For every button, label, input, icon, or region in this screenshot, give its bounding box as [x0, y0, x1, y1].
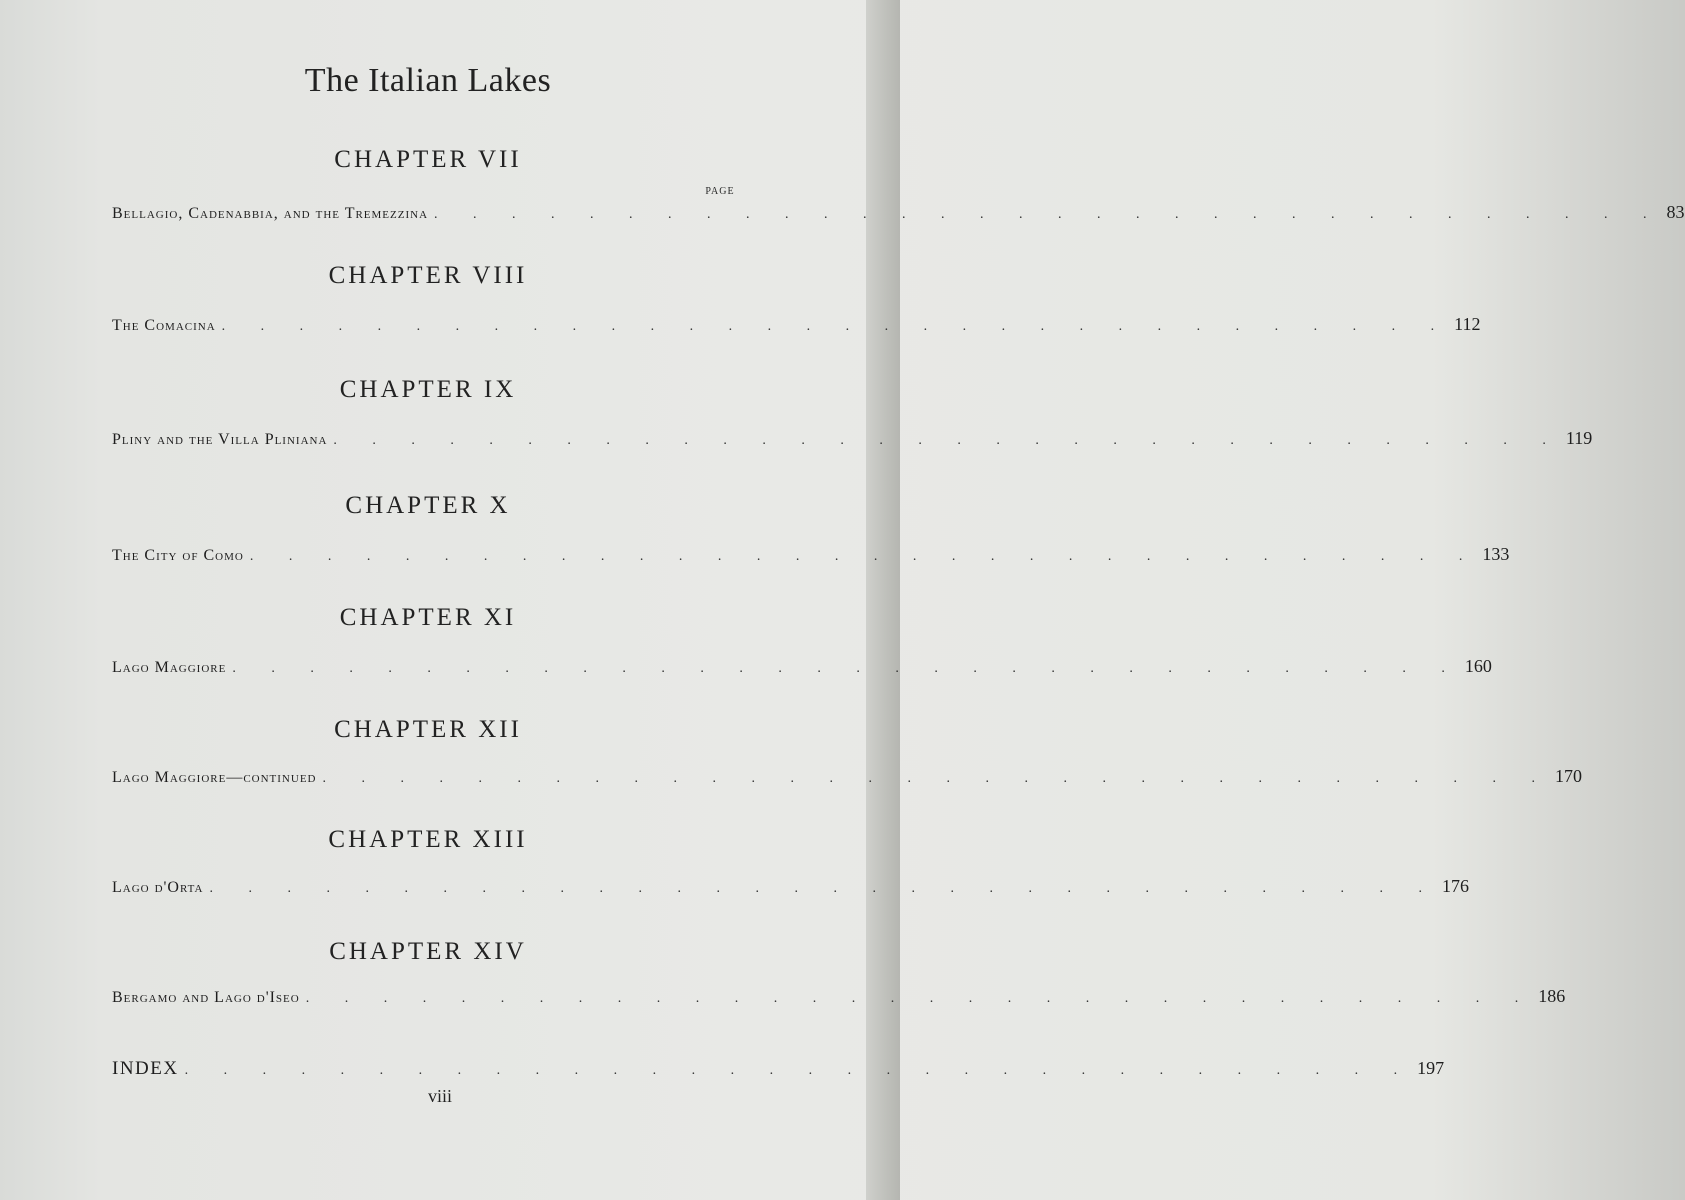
dot-leader: . . . . . . . . . . . . . . . . . . . . . . . . . . . . . . . . [249, 549, 1479, 564]
chapter-heading: CHAPTER VIII [328, 262, 528, 289]
chapter-heading: CHAPTER XII [334, 716, 522, 743]
entry-title: Lago Maggiore—continued [112, 769, 317, 786]
dot-leader: . . . . . . . . . . . . . . . . . . . . . . . . . . . . . . . . [221, 319, 1451, 334]
chapter-heading: CHAPTER XI [339, 604, 517, 631]
entry-title: Lago Maggiore [112, 659, 227, 676]
entry-title: Lago d'Orta [112, 879, 204, 896]
entry-page-number: 133 [1482, 544, 1510, 564]
toc-entry [112, 314, 1481, 340]
dot-leader: . . . . . . . . . . . . . . . . . . . . . . . . . . . . . . . . [232, 661, 1461, 676]
book-title: The Italian Lakes [304, 62, 552, 99]
entry-title: Pliny and the Villa Pliniana [112, 431, 328, 448]
entry-title: The City of Como [112, 547, 244, 564]
entry-page-number: 170 [1554, 766, 1582, 786]
toc-entry [112, 876, 1469, 902]
toc-entry [112, 766, 1582, 792]
entry-page-number: 197 [1417, 1058, 1445, 1078]
entry-page-number: 160 [1464, 656, 1492, 676]
entry-page-number: 83 [1666, 202, 1685, 222]
chapter-heading: CHAPTER X [345, 492, 511, 519]
page-column-label: PAGE [705, 186, 735, 197]
entry-page-number: 119 [1565, 428, 1593, 448]
dot-leader: . . . . . . . . . . . . . . . . . . . . . . . . . . . . . . . . [322, 771, 1551, 786]
toc-entry [112, 428, 1593, 454]
entry-title: Bergamo and Lago d'Iseo [112, 989, 300, 1006]
entry-page-number: 186 [1538, 986, 1566, 1006]
dot-leader: . . . . . . . . . . . . . . . . . . . . . . . . . . . . . . . . [184, 1063, 1414, 1078]
chapter-heading: CHAPTER VII [334, 146, 522, 173]
dot-leader: . . . . . . . . . . . . . . . . . . . . . . . . . . . . . . . . [209, 881, 1438, 896]
chapter-heading: CHAPTER XIII [328, 826, 528, 853]
index-title: INDEX [112, 1058, 179, 1079]
toc-entry [112, 986, 1566, 1012]
toc-entry [112, 202, 1685, 228]
chapter-heading: CHAPTER XIV [329, 938, 527, 965]
dot-leader: . . . . . . . . . . . . . . . . . . . . . . . . . . . . . . . . [434, 207, 1663, 222]
toc-entry [112, 656, 1492, 682]
dot-leader: . . . . . . . . . . . . . . . . . . . . . . . . . . . . . . . . [333, 433, 1562, 448]
entry-title: Bellagio, Cadenabbia, and the Tremezzina [112, 205, 429, 222]
chapter-heading: CHAPTER IX [339, 376, 517, 403]
toc-entry [112, 544, 1510, 570]
entry-page-number: 176 [1441, 876, 1469, 896]
entry-title: The Comacina [112, 317, 216, 334]
folio-page-number: viii [427, 1086, 452, 1106]
toc-entry-index [112, 1058, 1445, 1084]
dot-leader: . . . . . . . . . . . . . . . . . . . . . . . . . . . . . . . . [305, 991, 1535, 1006]
entry-page-number: 112 [1454, 314, 1481, 334]
